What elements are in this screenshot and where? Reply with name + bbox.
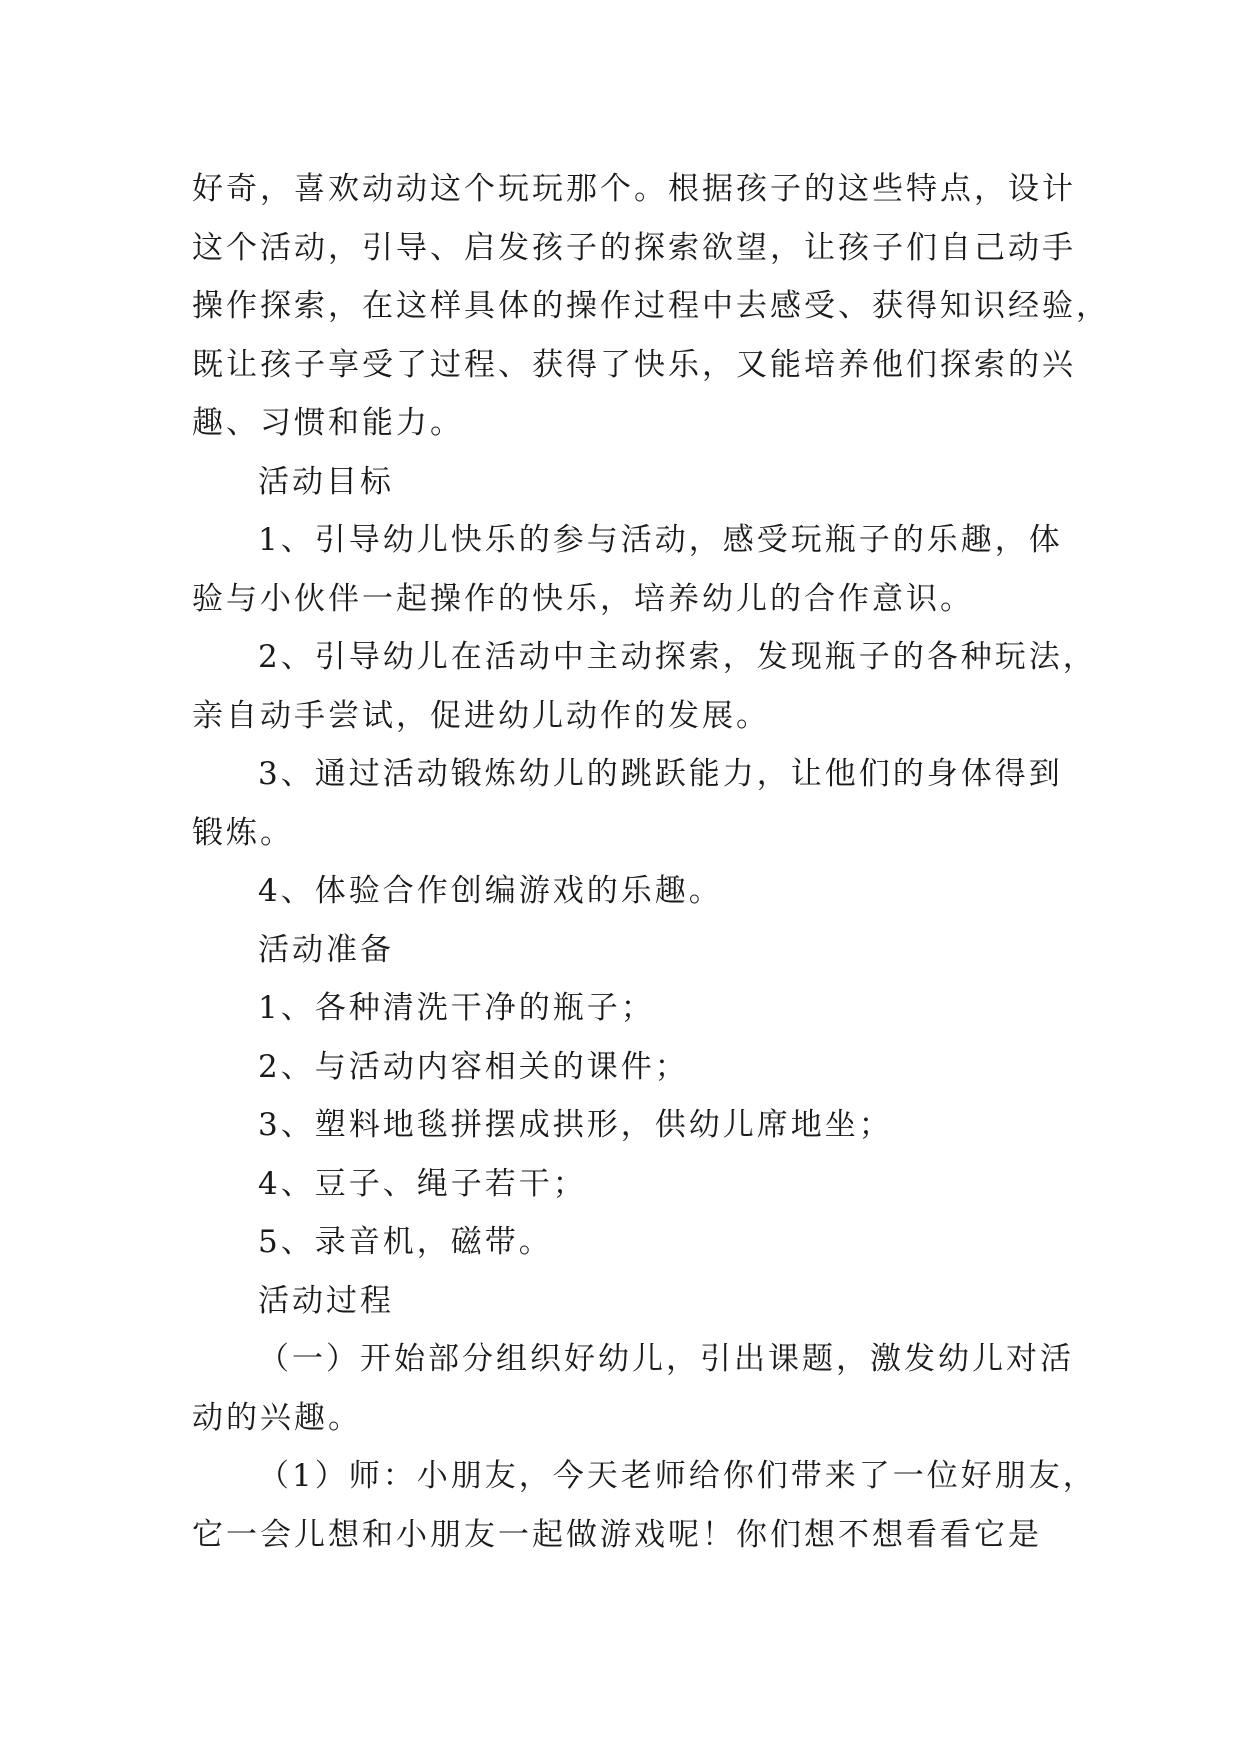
list-item: 4、豆子、绳子若干； [258,1165,587,1202]
text-line: （1）师：小朋友，今天老师给你们带来了一位好朋友， [258,1458,1097,1494]
list-item: 2、与活动内容相关的课件； [258,1048,689,1085]
list-item: 1、各种清洗干净的瓶子； [258,990,655,1026]
list-item: 3、塑料地毯拼摆成拱形，供幼儿席地坐； [258,1107,893,1143]
text-line: 1、引导幼儿快乐的参与活动，感受玩瓶子的乐趣，体 [258,522,1063,558]
section-heading-goals: 活动目标 [258,463,394,500]
section-heading-preparation: 活动准备 [258,931,394,968]
text-line: 操作探索，在这样具体的操作过程中去感受、获得知识经验， [192,288,1110,324]
text-line: 它一会儿想和小朋友一起做游戏呢！你们想不想看看它是 [192,1516,1042,1553]
text-line: 动的兴趣。 [192,1399,362,1436]
text-line: 锻炼。 [192,814,294,851]
text-line: 既让孩子享受了过程、获得了快乐，又能培养他们探索的兴 [192,346,1076,383]
text-line: 2、引导幼儿在活动中主动探索，发现瓶子的各种玩法， [258,639,1097,675]
text-line: 趣、习惯和能力。 [192,405,464,441]
text-line: 亲自动手尝试，促进幼儿动作的发展。 [192,697,770,734]
text-line: 4、体验合作创编游戏的乐趣。 [258,873,723,909]
document-body [192,160,1110,1564]
section-heading-process: 活动过程 [258,1282,394,1319]
list-item: 5、录音机，磁带。 [258,1224,553,1260]
text-line: 验与小伙伴一起操作的快乐，培养幼儿的合作意识。 [192,580,974,617]
text-line: 好奇，喜欢动动这个玩玩那个。根据孩子的这些特点，设计 [192,171,1076,207]
text-line: 这个活动，引导、启发孩子的探索欲望，让孩子们自己动手 [192,229,1076,266]
text-line: （一）开始部分组织好幼儿，引出课题，激发幼儿对活 [258,1341,1074,1377]
text-line: 3、通过活动锻炼幼儿的跳跃能力，让他们的身体得到 [258,756,1063,792]
